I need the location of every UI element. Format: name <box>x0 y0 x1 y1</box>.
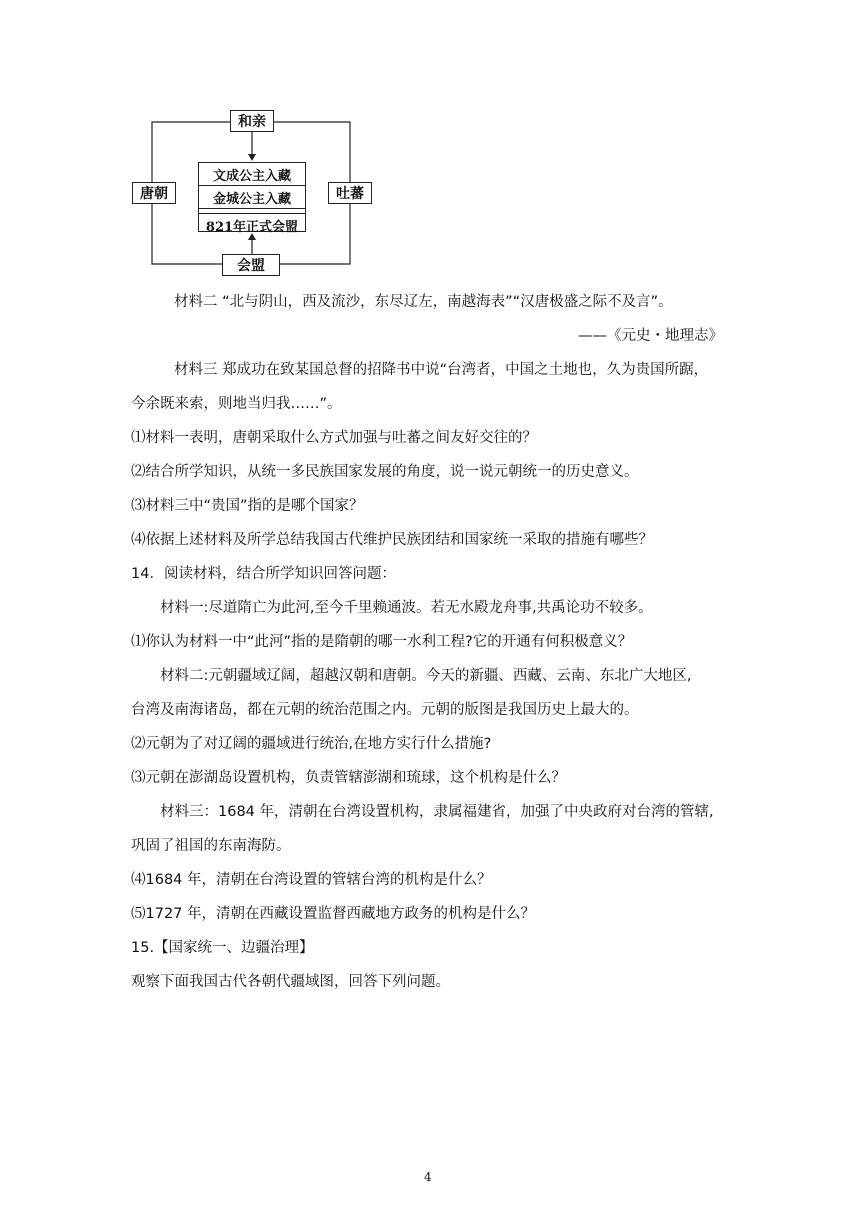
question-1: ⑴材料一表明，唐朝采取什么方式加强与吐蕃之间友好交往的？ <box>131 430 537 446</box>
q14-question-3: ⑶元朝在澎湖岛设置机构，负责管辖澎湖和琉球，这个机构是什么？ <box>131 770 566 786</box>
q14-material-2-line2: 台湾及南海诸岛，都在元朝的统治范围之内。元朝的版图是我国历史上最大的。 <box>131 702 639 718</box>
q14-question-5: ⑸1727 年，清朝在西藏设置监督西藏地方政务的机构是什么？ <box>131 906 536 922</box>
q14-material-2-line1: 材料二:元朝疆域辽阔，超越汉朝和唐朝。今天的新疆、西藏、云南、东北广大地区, <box>160 668 692 684</box>
question-4: ⑷依据上述材料及所学总结我国古代维护民族团结和国家统一采取的措施有哪些？ <box>131 532 653 548</box>
event-821: 821年正式会盟 <box>205 219 299 235</box>
question-14-title: 14．阅读材料，结合所学知识回答问题： <box>131 566 396 582</box>
material-2-source: ——《元史・地理志》 <box>578 328 723 344</box>
question-15-title: 15.【国家统一、边疆治理】 <box>131 940 314 956</box>
q14-question-2: ⑵元朝为了对辽阔的疆域进行统治,在地方实行什么措施? <box>131 736 492 752</box>
q14-material-1: 材料一:尽道隋亡为此河,至今千里赖通波。若无水殿龙舟事,共禹论功不较多。 <box>160 600 653 616</box>
q14-material-3-line2: 巩固了祖国的东南海防。 <box>131 838 291 854</box>
box-heqin: 和亲 <box>230 110 274 132</box>
box-huimeng: 会盟 <box>222 254 280 276</box>
page-number: 4 <box>424 1170 432 1184</box>
box-tubo: 吐蕃 <box>328 182 372 204</box>
question-15-body: 观察下面我国古代各朝代疆域图，回答下列问题。 <box>131 974 450 990</box>
q14-material-3-line1: 材料三：1684 年，清朝在台湾设置机构，隶属福建省，加强了中央政府对台湾的管辖, <box>160 804 714 820</box>
tang-tibet-relations-diagram <box>128 104 378 276</box>
events-stack <box>198 162 306 235</box>
question-2: ⑵结合所学知识，从统一多民族国家发展的角度，说一说元朝统一的历史意义。 <box>131 464 639 480</box>
material-2: 材料二 “北与阴山，西及流沙，东尽辽左，南越海表”“汉唐极盛之际不及言”。 <box>174 294 673 310</box>
q14-question-4: ⑷1684 年，清朝在台湾设置的管辖台湾的机构是什么？ <box>131 872 492 888</box>
box-tang: 唐朝 <box>132 182 176 204</box>
question-3: ⑶材料三中“贵国”指的是哪个国家？ <box>131 498 364 514</box>
material-3-line2: 今余既来索，则地当归我……”。 <box>131 396 342 412</box>
event-jincheng: 金城公主入藏 <box>199 186 305 209</box>
material-3-line1: 材料三 郑成功在致某国总督的招降书中说“台湾者，中国之土地也，久为贵国所踞， <box>174 362 709 378</box>
q14-question-1: ⑴你认为材料一中“此河”指的是隋朝的哪一水利工程?它的开通有何积极意义？ <box>131 634 633 650</box>
event-wencheng: 文成公主入藏 <box>199 163 305 186</box>
